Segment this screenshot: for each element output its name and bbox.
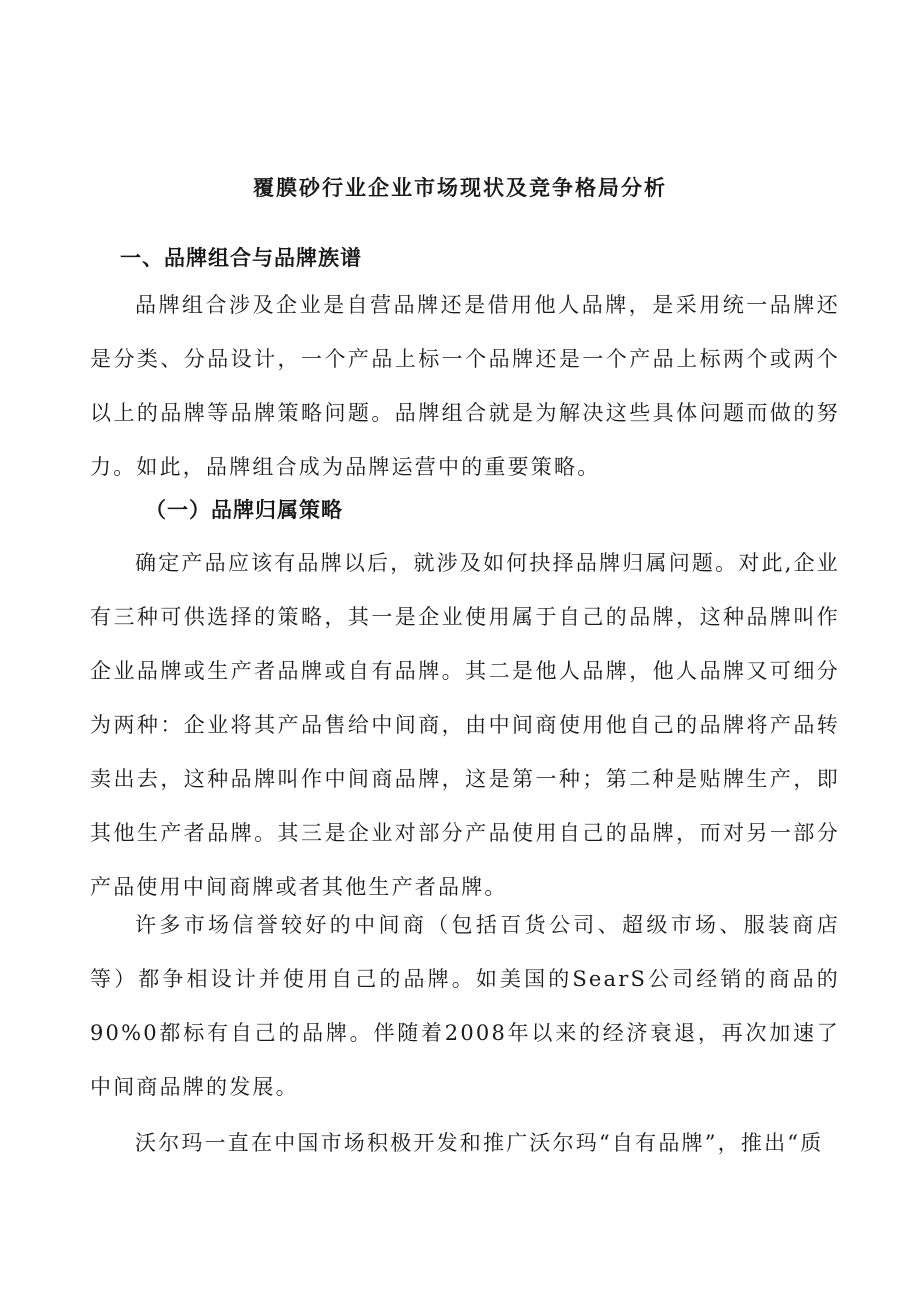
body-paragraph: 许多市场信誉较好的中间商（包括百货公司、超级市场、服装商店等）都争相设计并使用自己的品牌。如美国的SearS公司经销的商品的90%0都标有自己的品牌。伴随着2008年以来的经济衰退，再次加速了中间商品牌的发展。 <box>90 913 840 1099</box>
body-paragraph: 品牌组合涉及企业是自营品牌还是借用他人品牌，是采用统一品牌还是分类、分品设计，一个产品上标一个品牌还是一个产品上标两个或两个以上的品牌等品牌策略问题。品牌组合就是为解决这些具体问题而做的努力。如此，品牌组合成为品牌运营中的重要策略。 <box>90 293 840 479</box>
section-heading: 一、品牌组合与品牌族谱 <box>120 245 362 270</box>
document-title: 覆膜砂行业企业市场现状及竞争格局分析 <box>253 175 667 200</box>
body-paragraph: 沃尔玛一直在中国市场积极开发和推广沃尔玛“自有品牌”，推出“质 <box>135 1131 824 1155</box>
subsection-heading: （一）品牌归属策略 <box>145 497 343 522</box>
body-paragraph: 确定产品应该有品牌以后，就涉及如何抉择品牌归属问题。对此,企业有三种可供选择的策略，其一是企业使用属于自己的品牌，这种品牌叫作企业品牌或生产者品牌或自有品牌。其二是他人品牌，他人品牌又可细分为两种：企业将其产品售给中间商，由中间商使用他自己的品牌将产品转卖出去，这种品牌叫作中间商品牌，这是第一种；第二种是贴牌生产，即其他生产者品牌。其三是企业对部分产品使用自己的品牌，而对另一部分产品使用中间商牌或者其他生产者品牌。 <box>90 551 840 899</box>
